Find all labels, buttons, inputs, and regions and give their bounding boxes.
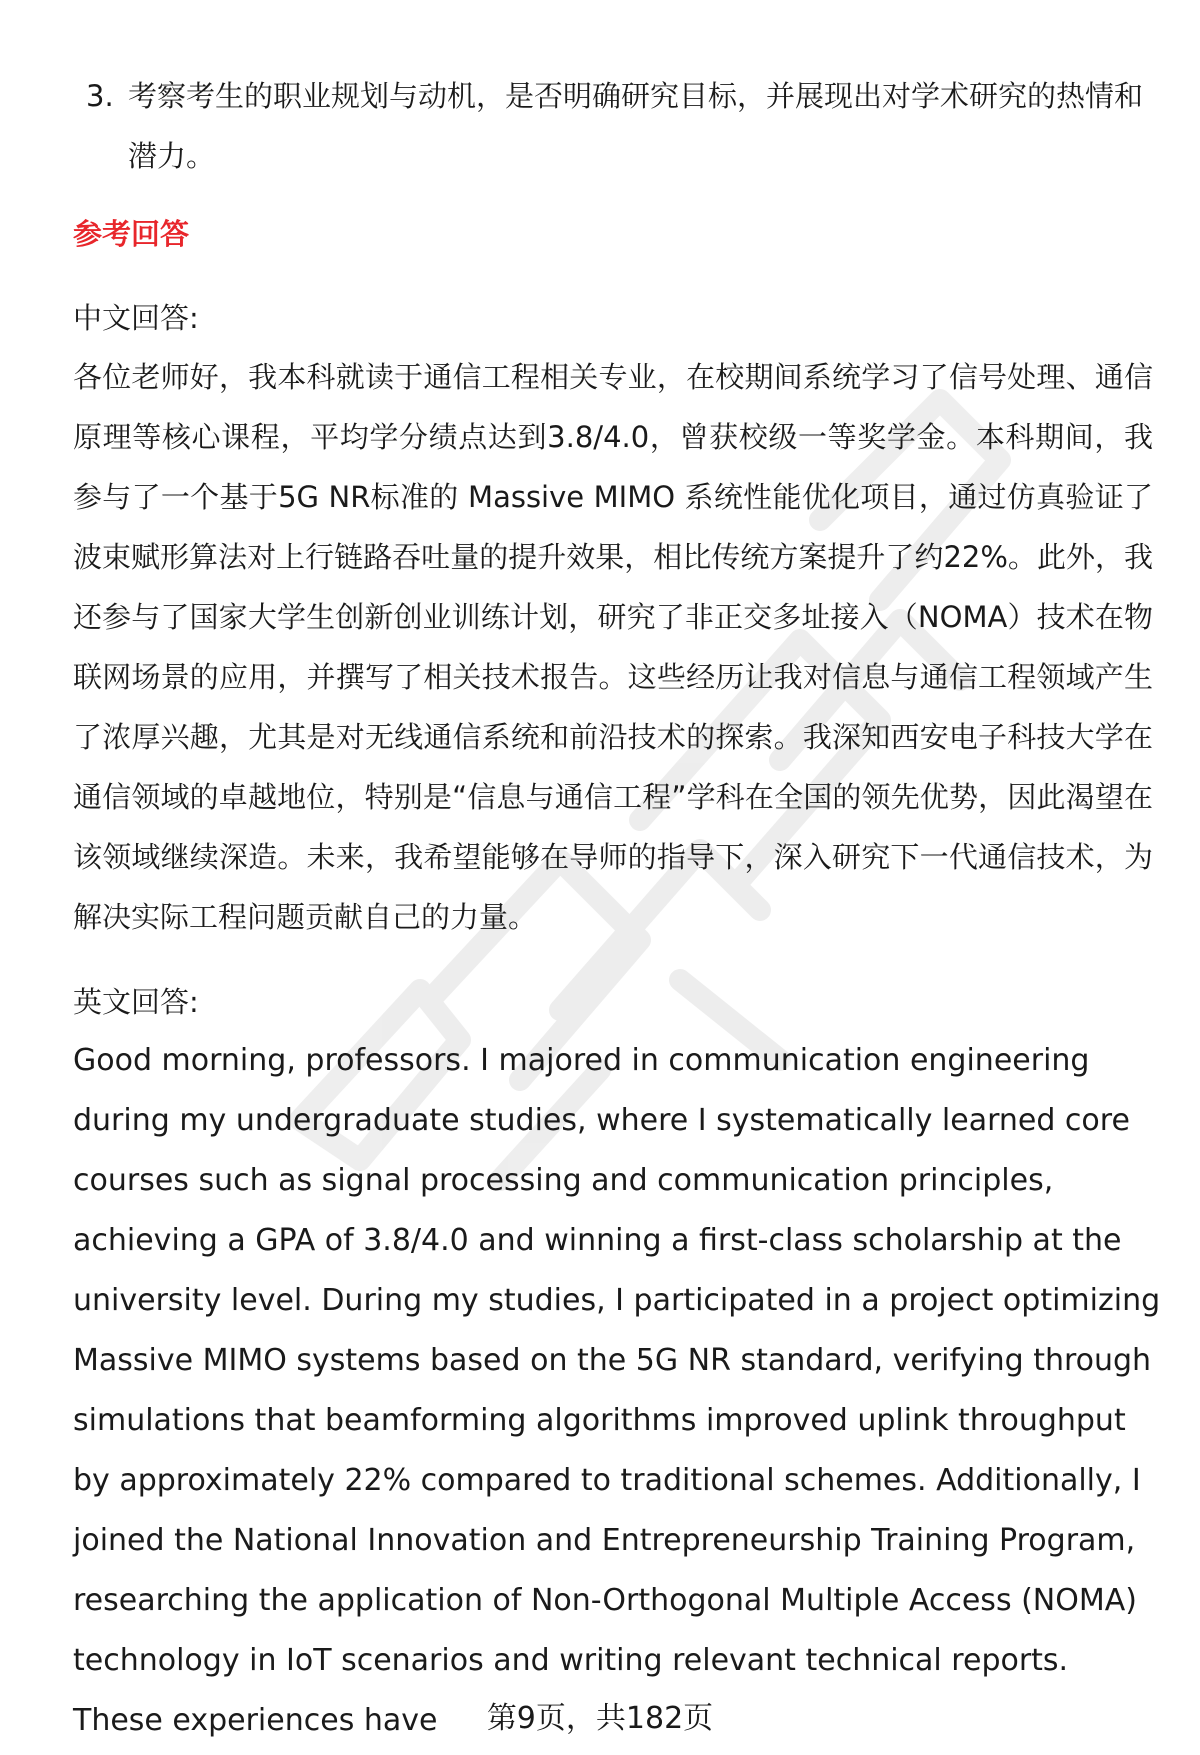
chinese-answer-label: 中文回答: xyxy=(73,301,199,335)
list-item-text: 考察考生的职业规划与动机，是否明确研究目标，并展现出对学术研究的热情和潜力。 xyxy=(128,79,1144,173)
list-item-3 xyxy=(86,66,1146,186)
page-number-footer: 第9页，共182页 xyxy=(486,1701,714,1736)
english-answer-paragraph: Good morning, professors. I majored in communication engineering during my undergraduate studies, where I systematically learned core courses such as signal processing and communication principles, achieving a GPA of 3.8/4.0 and winning a first-class scholarship at the university level. During my studies, I participated in a project optimizing Massive MIMO systems based on the 5G NR standard, verifying through simulations that beamforming algorithms improved uplink throughput by approximately 22% compared to traditional schemes. Additionally, I joined the National Innovation and Entrepreneurship Training Program, researching the application of Non-Orthogonal Multiple Access (NOMA) technology in IoT scenarios and writing relevant technical reports. These experiences have xyxy=(73,1043,1161,1738)
chinese-answer-paragraph: 各位老师好，我本科就读于通信工程相关专业，在校期间系统学习了信号处理、通信原理等核心课程，平均学分绩点达到3.8/4.0，曾获校级一等奖学金。本科期间，我参与了一个基于5G NR标准的 Massive MIMO 系统性能优化项目，通过仿真验证了波束赋形算法对上行链路吞吐量的提升效果，相比传统方案提升了约22%。此外，我还参与了国家大学生创新创业训练计划，研究了非正交多址接入（NOMA）技术在物联网场景的应用，并撰写了相关技术报告。这些经历让我对信息与通信工程领域产生了浓厚兴趣，尤其是对无线通信系统和前沿技术的探索。我深知西安电子科技大学在通信领域的卓越地位，特别是“信息与通信工程”学科在全国的领先优势，因此渴望在该领域继续深造。未来，我希望能够在导师的指导下，深入研究下一代通信技术，为解决实际工程问题贡献自己的力量。 xyxy=(73,360,1153,934)
english-answer-label: 英文回答: xyxy=(73,985,199,1019)
list-number: 3. xyxy=(86,79,114,113)
reference-answer-heading: 参考回答 xyxy=(73,217,190,251)
